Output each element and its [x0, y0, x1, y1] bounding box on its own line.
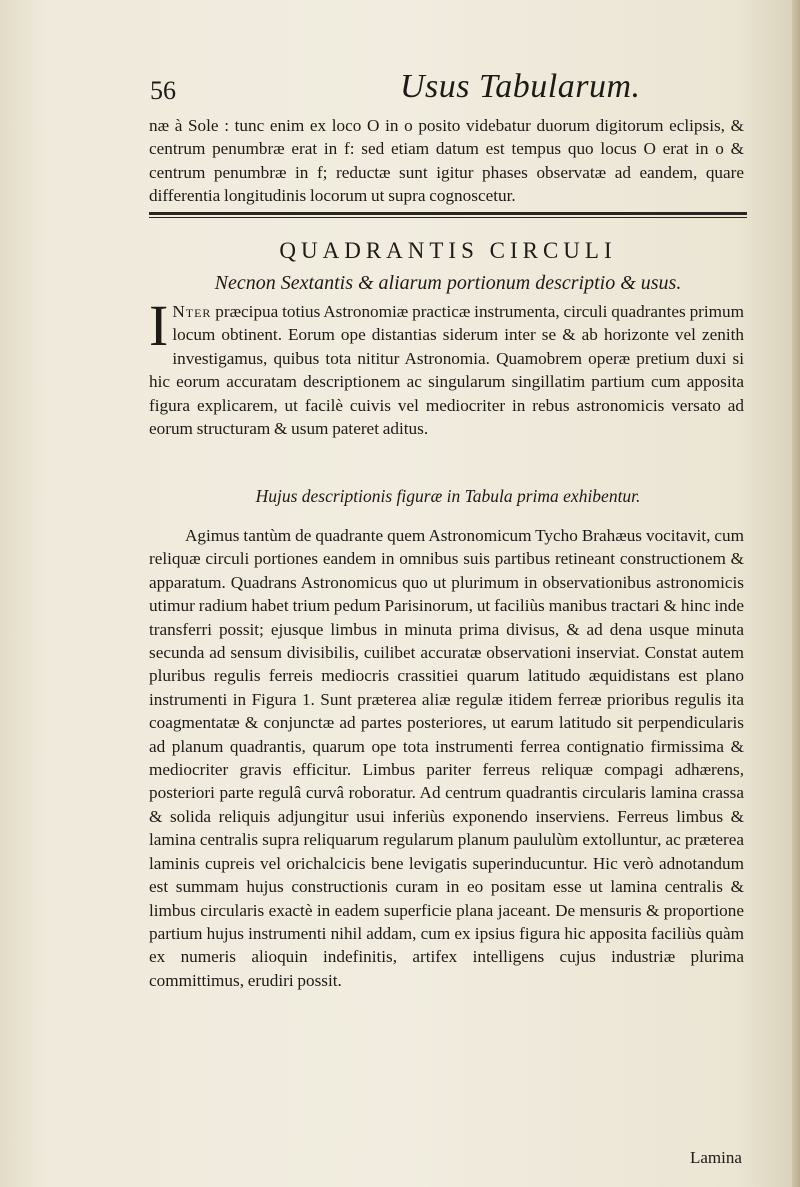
section-rule-thin: [149, 217, 747, 218]
body-paragraph: Agimus tantùm de quadrante quem Astronomicum Tycho Brahæus vocitavit, cum reliquæ circuli portiones eandem in omnibus suis partibus retineant constructionem & apparatum. Quadrans Astronomicus quo ut plurimum in observationibus astronomicis utimur radium habet trium pedum Parisinorum, ut faciliùs manibus tractari & hinc inde transferri possit; ejusque limbus in minuta prima divisus, & ad dena usque minuta secunda ad sensum divisibilis, cuilibet accuratæ observationi inserviat. Constat autem pluribus regulis ferreis mediocris crassitiei quarum latitudo æquidistans est plano instrumenti in Figura 1. Sunt præterea aliæ regulæ itidem ferreæ prioribus regulis ita coagmentatæ & conjunctæ ad partes posteriores, ut earum latitudo sit perpendicularis ad planum quadrantis, quarum ope tota instrumenti ferrea contignatio firmissima & mediocriter gravis efficitur. Limbus pariter ferreus reliquæ compagi adhærens, posteriori parte regulâ curvâ roboratur. Ad centrum quadrantis circularis lamina crassa & solida reliquis adjungitur usui inferiùs exponendo inserviens. Ferreus limbus & lamina centralis supra reliquarum regularum planum paululùm extolluntur, ac præterea laminis cupreis vel orichalcicis bene levigatis superinducuntur. Hic verò adnotandum est summam hujus constructionis curam in eo positam esse ut lamina centralis & limbus circularis exactè in eadem superficie plana jaceant. De mensuris & proportione partium hujus instrumenti nihil addam, cum ex ipsius figura hic apposita faciliùs quàm ex numeris alioquin indefinitis, artifex intelligens cujus industriæ plurima committimus, erudiri possit.: [149, 526, 744, 990]
section-subtitle: Necnon Sextantis & aliarum portionum descriptio & usus.: [214, 272, 682, 294]
catchword: Lamina: [690, 1148, 742, 1167]
continuation-paragraph: næ à Sole : tunc enim ex loco O in o posito videbatur duorum digitorum eclipsis, & centrum penumbræ erat in f: sed etiam datum est tempus quo locus O erat in o & centrum penumbræ in f; reductæ sunt igitur phases observatæ ad eandem, quare differentia longitudinis locorum ut supra cognoscetur.: [149, 116, 744, 206]
page-header: [150, 68, 740, 108]
section-rule-thick: [149, 212, 747, 215]
drop-cap: I: [149, 293, 169, 358]
running-title: Usus Tabularum.: [400, 68, 641, 105]
figure-caption: Hujus descriptionis figuræ in Tabula prima exhibentur.: [255, 486, 641, 506]
section-title: QUADRANTIS CIRCULI: [279, 238, 617, 263]
small-caps-opening: Nter: [172, 302, 212, 321]
intro-paragraph: [149, 293, 744, 440]
page-edge: [792, 0, 800, 1187]
intro-paragraph-text: præcipua totius Astronomiæ practicæ instrumenta, circuli quadrantes primum locum obtinent. Eorum ope distantias siderum inter se & ab horizonte vel zenith investigamus, quibus tota nititur Astronomia. Quamobrem operæ pretium duxi si hic eorum accuratam descriptionem ac singularum singillatim partium cum apposita figura explicarem, ut facilè cuivis vel mediocriter in rebus astronomicis versato ad eorum structuram & usum pateret aditus.: [149, 302, 744, 439]
page-number: 56: [150, 76, 176, 105]
